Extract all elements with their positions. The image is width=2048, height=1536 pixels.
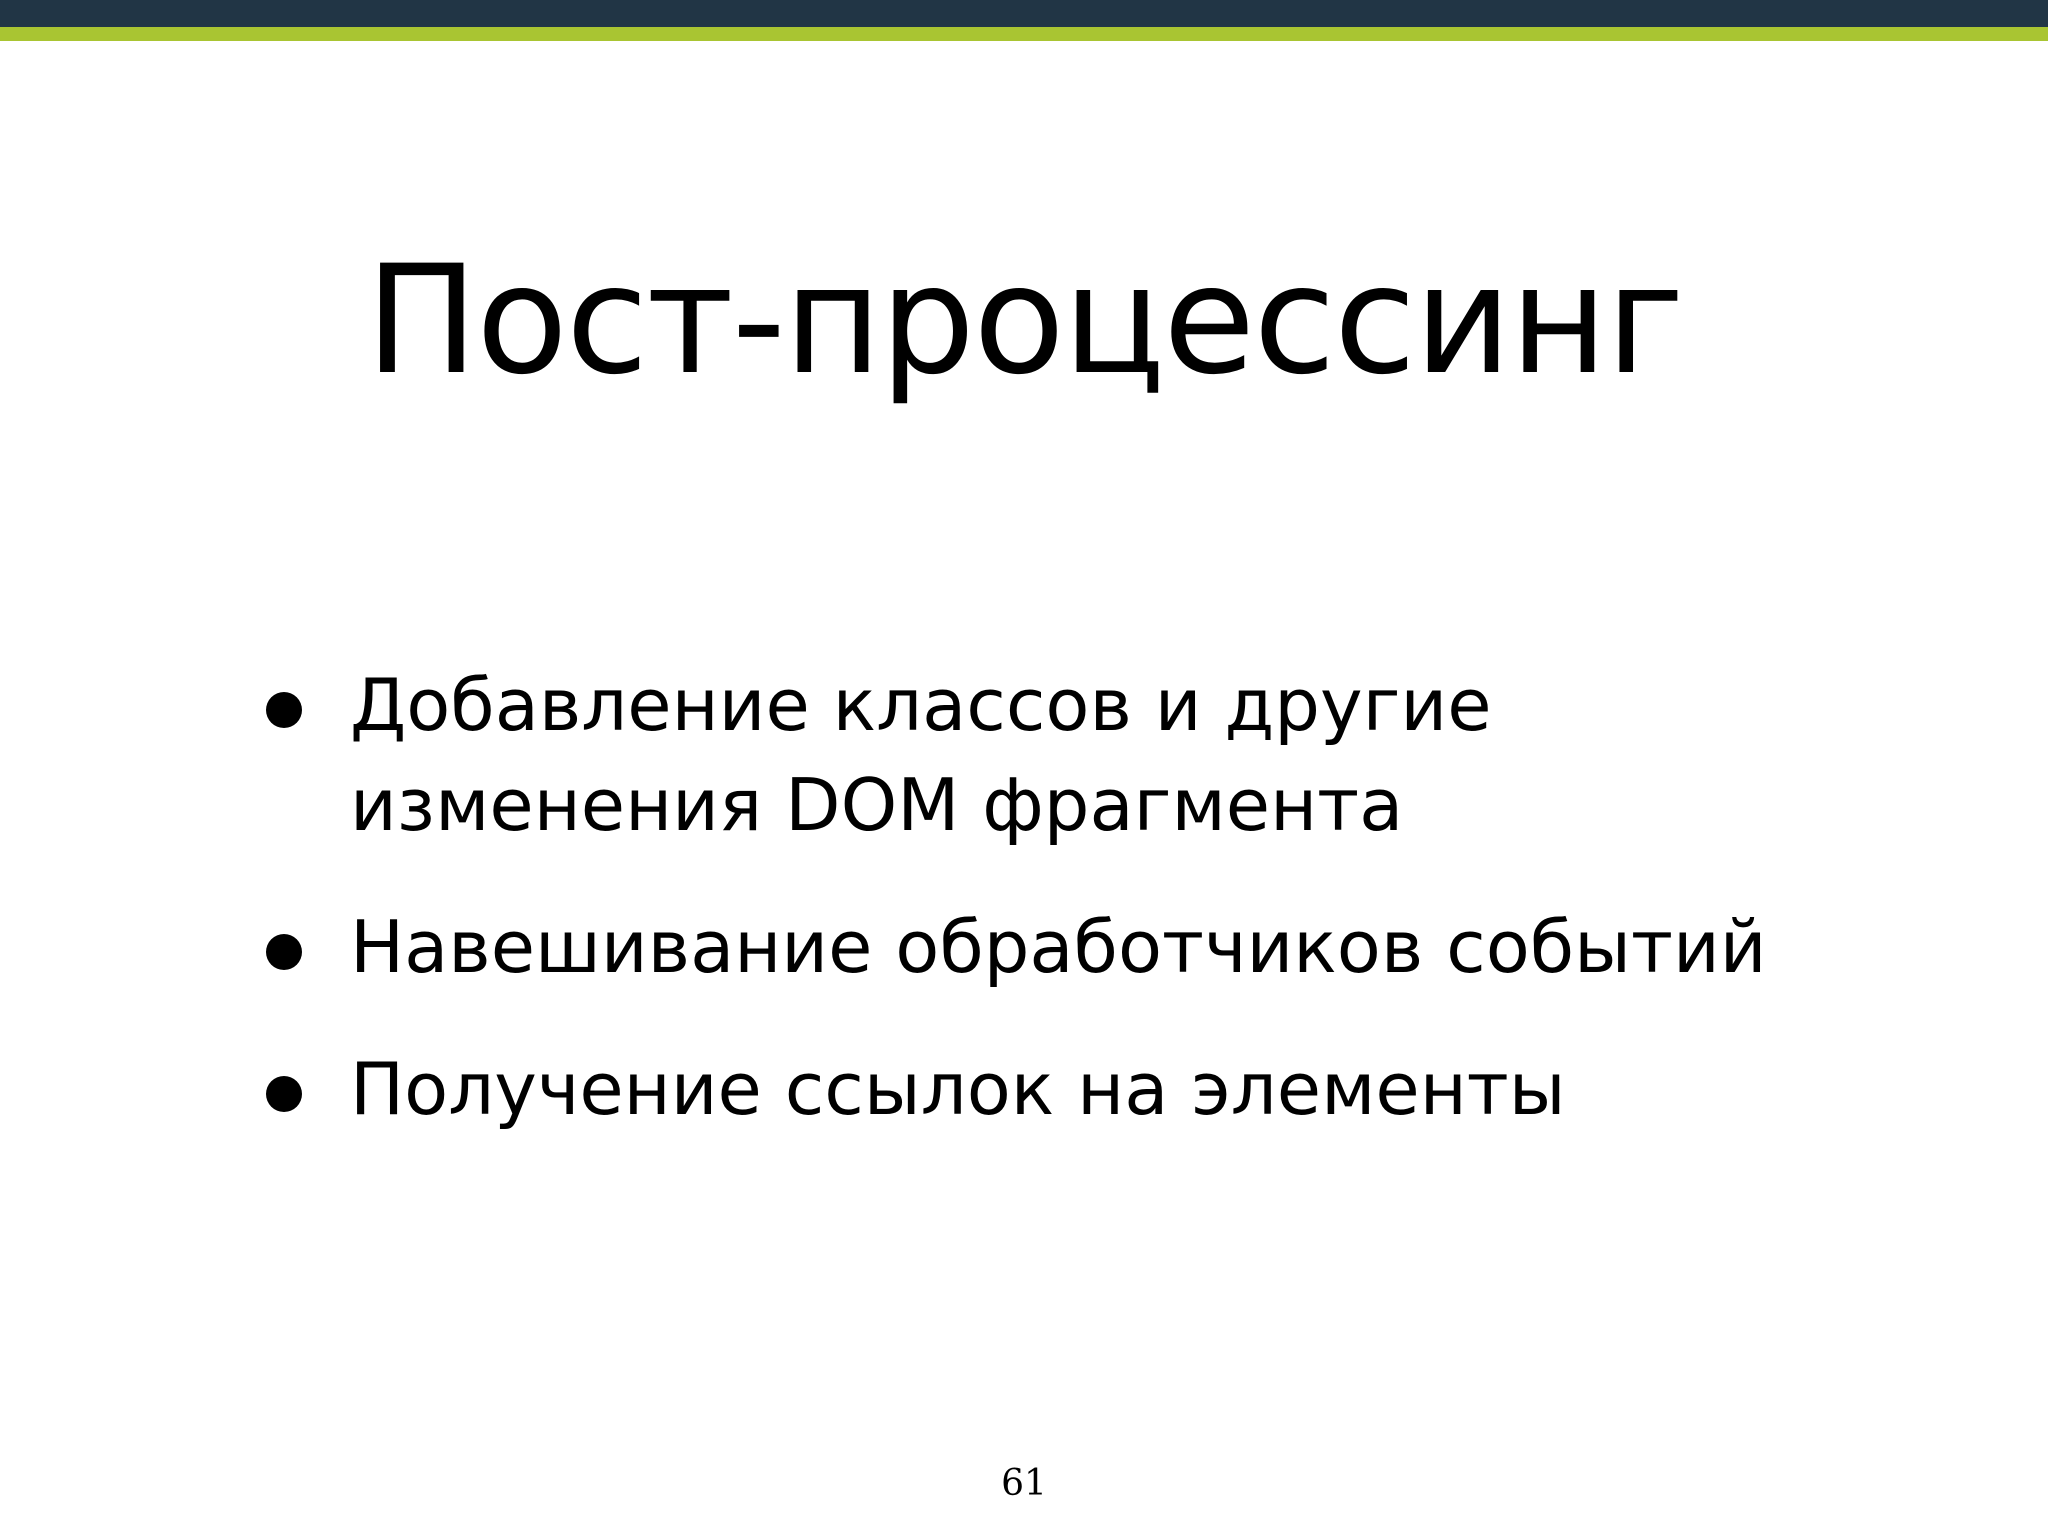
header-accent-stripe <box>0 27 2048 41</box>
page-number: 61 <box>1001 1463 1047 1504</box>
bullet-text: Навешивание обработчиков событий <box>350 905 1767 989</box>
slide-title: Пост-процессинг <box>365 233 1683 408</box>
bullet-item <box>254 897 1854 997</box>
bullet-dot-icon <box>266 1076 302 1112</box>
header-bar <box>0 0 2048 27</box>
bullet-text: Добавление классов и другие изменения DOM фрагмента <box>350 663 1492 847</box>
bullet-list <box>254 655 1854 1181</box>
bullet-dot-icon <box>266 692 302 728</box>
bullet-dot-icon <box>266 934 302 970</box>
bullet-item <box>254 1039 1854 1139</box>
bullet-text: Получение ссылок на элементы <box>350 1047 1566 1131</box>
bullet-item <box>254 655 1854 855</box>
